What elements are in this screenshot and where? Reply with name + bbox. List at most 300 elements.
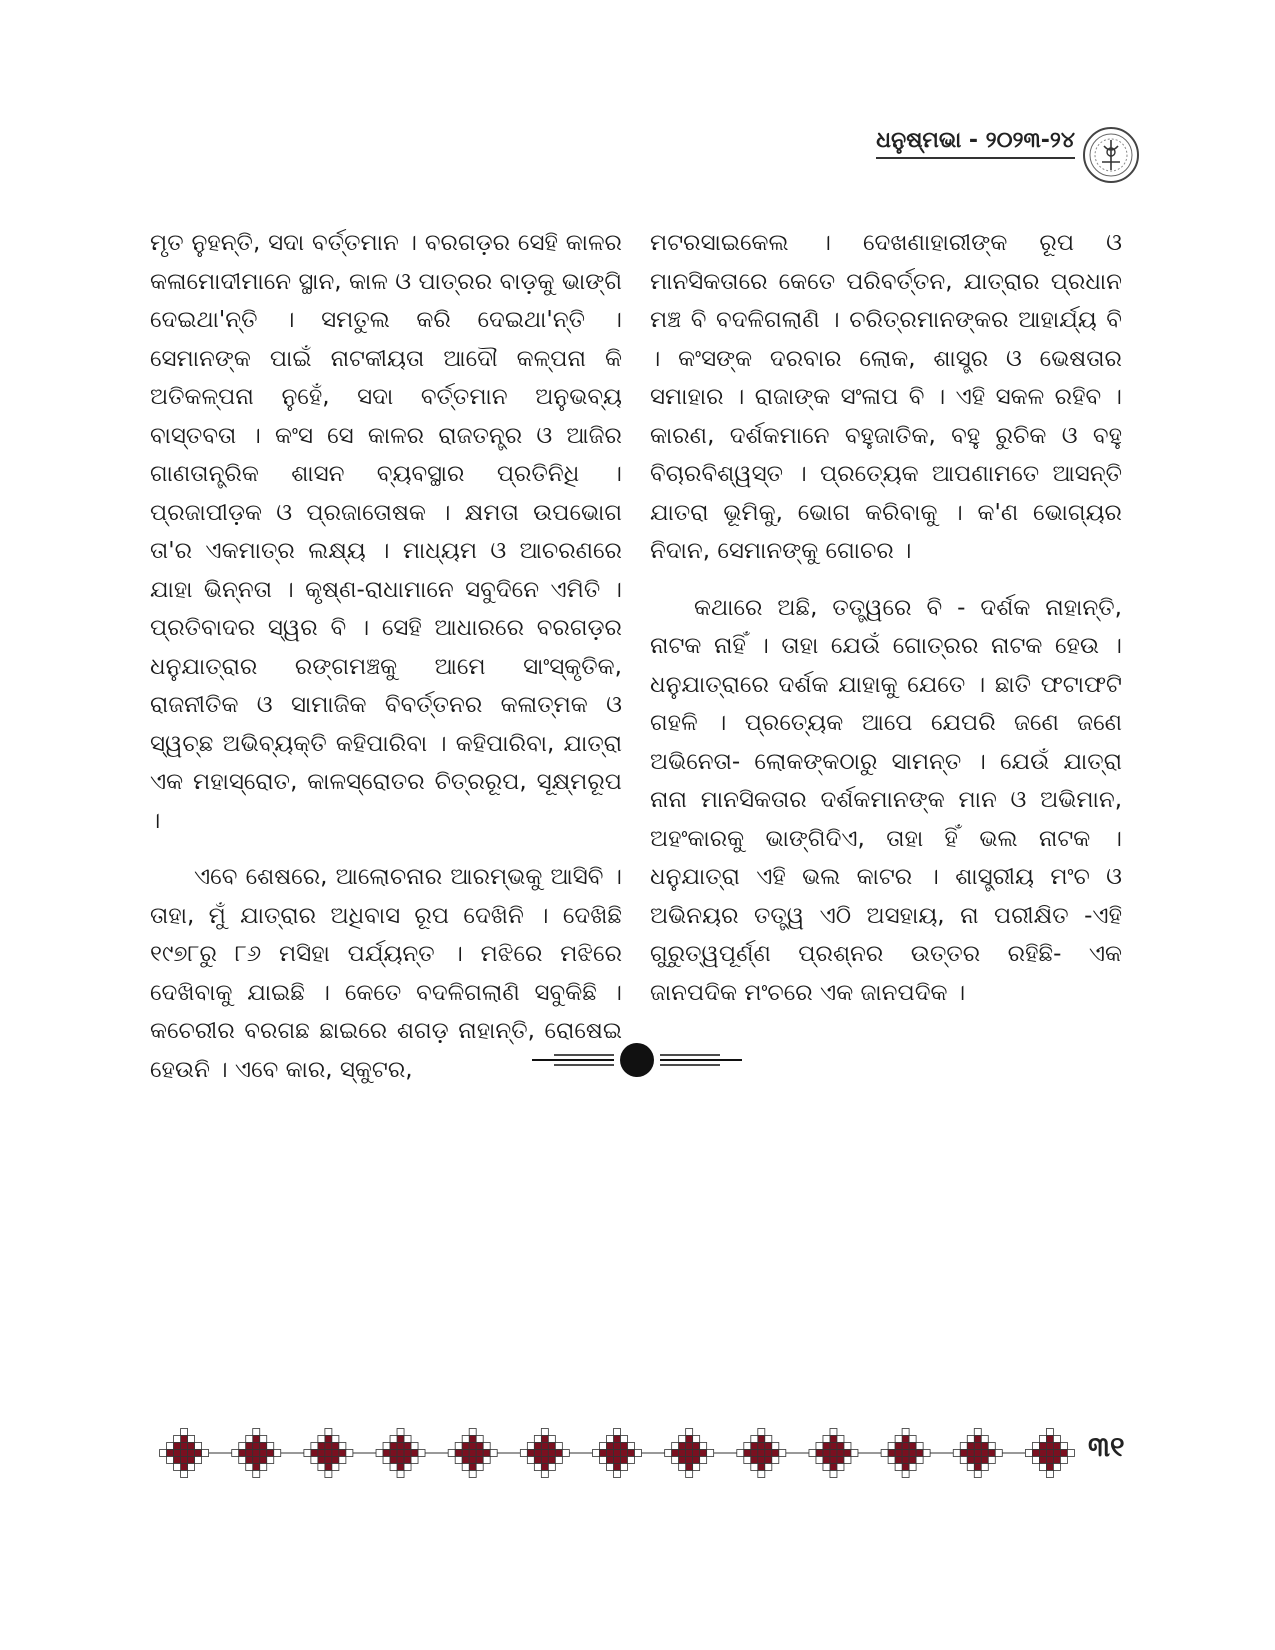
ornament-cell	[253, 1429, 260, 1436]
ornament-cell	[988, 1450, 995, 1457]
ornament-cell	[707, 1450, 714, 1457]
ornament-cell	[593, 1450, 600, 1457]
ornament-cell	[346, 1450, 353, 1457]
ornament-cell	[469, 1464, 476, 1471]
ornament-cell	[881, 1450, 888, 1457]
ornament-cell	[672, 1443, 679, 1450]
ornament-cell	[744, 1450, 751, 1457]
ornament-cell	[765, 1450, 772, 1457]
ornament-cell	[600, 1450, 607, 1457]
ornament-cell	[686, 1443, 693, 1450]
ornament-cell	[679, 1457, 686, 1464]
ornament-cell	[888, 1457, 895, 1464]
ornament-cell	[527, 1443, 534, 1450]
ornament-motif	[953, 1429, 1025, 1478]
ornament-cell	[548, 1464, 555, 1471]
ornament-cell	[809, 1450, 816, 1457]
ornament-cell	[527, 1450, 534, 1457]
ornament-cell	[816, 1457, 823, 1464]
ornament-cell	[960, 1457, 967, 1464]
ornament-cell	[765, 1443, 772, 1450]
ornament-cell	[837, 1443, 844, 1450]
ornament-cell	[981, 1443, 988, 1450]
ornament-cell	[607, 1464, 614, 1471]
ornament-cell	[679, 1443, 686, 1450]
ornament-cell	[541, 1464, 548, 1471]
ornament-cell	[167, 1443, 174, 1450]
ornament-cell	[174, 1436, 181, 1443]
ornament-cell	[672, 1457, 679, 1464]
ornament-cell	[974, 1436, 981, 1443]
ornament-cell	[1039, 1436, 1046, 1443]
ornament-cell	[469, 1457, 476, 1464]
ornament-cell	[253, 1471, 260, 1478]
ornament-cell	[751, 1443, 758, 1450]
ornament-cell	[1053, 1464, 1060, 1471]
ornament-cell	[686, 1464, 693, 1471]
ornament-cell	[404, 1464, 411, 1471]
ornament-cell	[260, 1450, 267, 1457]
ornament-cell	[390, 1443, 397, 1450]
ornament-cell	[830, 1429, 837, 1436]
ornament-cell	[823, 1436, 830, 1443]
ornament-cell	[751, 1464, 758, 1471]
ornament-cell	[1053, 1457, 1060, 1464]
ornament-motif	[232, 1429, 304, 1478]
ornament-cell	[239, 1457, 246, 1464]
left-column	[150, 224, 622, 1107]
ornament-cell	[332, 1464, 339, 1471]
ornament-cell	[672, 1450, 679, 1457]
ornament-cell	[830, 1450, 837, 1457]
ornament-cell	[953, 1450, 960, 1457]
ornament-cell	[895, 1436, 902, 1443]
ornament-cell	[1060, 1443, 1067, 1450]
ornament-cell	[1060, 1450, 1067, 1457]
ornament-cell	[555, 1457, 562, 1464]
ornament-cell	[1053, 1443, 1060, 1450]
ornament-cell	[469, 1443, 476, 1450]
ornament-cell	[830, 1457, 837, 1464]
ornament-motif	[376, 1429, 448, 1478]
ornament-cell	[476, 1450, 483, 1457]
ornament-cell	[1053, 1436, 1060, 1443]
ornament-cell	[902, 1429, 909, 1436]
ornament-cell	[411, 1443, 418, 1450]
ornament-cell	[737, 1450, 744, 1457]
ornament-cell	[462, 1450, 469, 1457]
ornament-motif	[737, 1429, 809, 1478]
ornament-cell	[614, 1464, 621, 1471]
ornament-cell	[397, 1450, 404, 1457]
ornament-cell	[823, 1464, 830, 1471]
ornament-cell	[909, 1450, 916, 1457]
ornament-cell	[253, 1464, 260, 1471]
ornament-cell	[174, 1450, 181, 1457]
ornament-cell	[527, 1457, 534, 1464]
ornament-cell	[455, 1443, 462, 1450]
ornament-cell	[483, 1450, 490, 1457]
ornament-cell	[167, 1450, 174, 1457]
ornament-cell	[181, 1443, 188, 1450]
ornament-cell	[397, 1429, 404, 1436]
ornament-cell	[607, 1436, 614, 1443]
ornament-cell	[404, 1450, 411, 1457]
ornament-cell	[267, 1443, 274, 1450]
ornament-cell	[325, 1429, 332, 1436]
ornament-cell	[390, 1457, 397, 1464]
ornament-cell	[628, 1457, 635, 1464]
ornament-cell	[160, 1450, 167, 1457]
ornament-cell	[895, 1457, 902, 1464]
ornament-cell	[988, 1457, 995, 1464]
ornament-motif	[160, 1429, 232, 1478]
ornament-cell	[390, 1436, 397, 1443]
ornament-cell	[390, 1464, 397, 1471]
ornament-cell	[888, 1450, 895, 1457]
ornament-cell	[995, 1450, 1002, 1457]
paragraph: କଥାରେ ଅଛି, ତତ୍ତ୍ୱରେ ବି - ଦର୍ଶକ ନାହାନ୍ତି, ନାଟକ ନାହିଁ । ତାହା ଯେଉଁ ଗୋତ୍ରର ନାଟକ ହେଉ । ଧନୁଯାତ୍ରାରେ ଦର୍ଶକ ଯାହାକୁ ଯେତେ । ଛାତି ଫଟାଫଟି ଗହଳି । ପ୍ରତ୍ୟେକ ଆପେ ଯେପରି ଜଣେ ଜଣେ ଅଭିନେତା- ଲୋକଙ୍କଠାରୁ ସାମନ୍ତ । ଯେଉଁ ଯାତ୍ରା ନାନା ମାନସିକତାର ଦର୍ଶକମାନଙ୍କ ମାନ ଓ ଅଭିମାନ, ଅହଂକାରକୁ ଭାଙ୍ଗିଦିଏ, ତାହା ହିଁ ଭଲ ନାଟକ । ଧନୁଯାତ୍ରା ଏହି ଭଲ କାଟର । ଶାସ୍ତ୍ରୀୟ ମଂଚ ଓ ଅଭିନୟର ତତ୍ତ୍ୱ ଏଠି ଅସହାୟ, ନା ପରୀକ୍ଷିତ -ଏହି ଗୁରୁତ୍ୱପୂର୍ଣ୍ଣ ପ୍ରଶ୍ନର ଉତ୍ତର ରହିଛି- ଏକ ଜାନପଦିକ ମଂଚରେ ଏକ ଜାନପଦିକ ।	[650, 594, 1122, 1006]
ornament-cell	[195, 1457, 202, 1464]
ornament-cell	[383, 1443, 390, 1450]
ornament-cell	[181, 1471, 188, 1478]
ornament-cell	[700, 1450, 707, 1457]
ornament-motif	[520, 1429, 592, 1478]
ornament-cell	[1039, 1443, 1046, 1450]
ornament-cell	[1046, 1436, 1053, 1443]
ornament-cell	[1060, 1457, 1067, 1464]
ornament-cell	[332, 1457, 339, 1464]
ornament-cell	[232, 1450, 239, 1457]
ornament-cell	[548, 1436, 555, 1443]
ornament-motif	[448, 1429, 520, 1478]
ornament-cell	[534, 1464, 541, 1471]
ornament-cell	[607, 1450, 614, 1457]
ornament-cell	[614, 1457, 621, 1464]
ornament-cell	[686, 1429, 693, 1436]
ornament-cell	[253, 1436, 260, 1443]
ornament-cell	[679, 1436, 686, 1443]
ornament-cell	[195, 1443, 202, 1450]
ornament-cell	[311, 1457, 318, 1464]
ornament-cell	[318, 1436, 325, 1443]
ornament-cell	[397, 1464, 404, 1471]
running-header: ଧନୁଷ୍ମଭା - ୨୦୨୩-୨୪	[876, 128, 1075, 159]
ornament-cell	[253, 1457, 260, 1464]
ornament-cell	[541, 1450, 548, 1457]
ornament-cell	[837, 1464, 844, 1471]
ornament-cell	[600, 1457, 607, 1464]
ornament-cell	[686, 1450, 693, 1457]
ornament-cell	[758, 1464, 765, 1471]
ornament-cell	[1032, 1443, 1039, 1450]
ornament-cell	[541, 1471, 548, 1478]
ornament-cell	[174, 1457, 181, 1464]
ornament-cell	[555, 1443, 562, 1450]
ornament-cell	[628, 1443, 635, 1450]
ornament-cell	[462, 1457, 469, 1464]
ornament-cell	[628, 1450, 635, 1457]
ornament-cell	[1046, 1471, 1053, 1478]
ornament-cell	[239, 1450, 246, 1457]
ornament-cell	[751, 1457, 758, 1464]
ornament-cell	[909, 1436, 916, 1443]
ornament-cell	[895, 1443, 902, 1450]
ornament-cell	[339, 1450, 346, 1457]
ornament-cell	[902, 1443, 909, 1450]
decorative-border	[148, 1418, 1086, 1488]
ornament-cell	[274, 1450, 281, 1457]
ornament-cell	[239, 1443, 246, 1450]
ornament-cell	[772, 1443, 779, 1450]
ornament-cell	[837, 1457, 844, 1464]
ornament-cell	[751, 1436, 758, 1443]
ornament-cell	[404, 1443, 411, 1450]
ornament-cell	[555, 1450, 562, 1457]
ornament-cell	[311, 1450, 318, 1457]
ornament-cell	[837, 1450, 844, 1457]
ornament-cell	[520, 1450, 527, 1457]
ornament-cell	[318, 1457, 325, 1464]
paragraph: ମଟରସାଇକେଲ । ଦେଖଣାହାରୀଙ୍କ ରୂପ ଓ ମାନସିକତାରେ କେତେ ପରିବର୍ତ୍ତନ, ଯାତ୍ରାର ପ୍ରଧାନ ମଞ୍ଚ ବି ବଦଳିଗଲାଣି । ଚରିତ୍ରମାନଙ୍କର ଆହାର୍ଯ୍ୟ ବି । କଂସଙ୍କ ଦରବାର ଲୋକ, ଶାସ୍ତ୍ର ଓ ଭେଷତାର ସମାହାର । ରାଜାଙ୍କ ସଂଳାପ ବି । ଏହି ସକଳ ରହିବ । କାରଣ, ଦର୍ଶକମାନେ ବହୁଜାତିକ, ବହୁ ରୁଚିକ ଓ ବହୁ ବିଚାରବିଶ୍ୱସ୍ତ । ପ୍ରତ୍ୟେକ ଆପଣାମତେ ଆସନ୍ତି ଯାତରା ଭୂମିକୁ, ଭୋଗ କରିବାକୁ । କ'ଣ ଭୋଗ୍ୟର ନିଦାନ, ସେମାନଙ୍କୁ ଗୋଚର ।	[650, 230, 1122, 564]
ornament-cell	[700, 1457, 707, 1464]
ornament-cell	[1025, 1450, 1032, 1457]
ornament-cell	[758, 1436, 765, 1443]
ornament-cell	[1032, 1457, 1039, 1464]
ornament-cell	[895, 1464, 902, 1471]
ornament-cell	[621, 1450, 628, 1457]
ornament-cell	[909, 1464, 916, 1471]
ornament-motif	[881, 1429, 953, 1478]
ornament-motif	[304, 1429, 376, 1478]
ornament-cell	[772, 1457, 779, 1464]
ornament-cell	[397, 1436, 404, 1443]
ornament-cell	[541, 1457, 548, 1464]
ornament-cell	[188, 1464, 195, 1471]
ornament-cell	[751, 1450, 758, 1457]
ornament-cell	[174, 1464, 181, 1471]
ornament-cell	[246, 1436, 253, 1443]
ornament-cell	[541, 1436, 548, 1443]
ornament-cell	[332, 1443, 339, 1450]
ornament-cell	[490, 1450, 497, 1457]
ornament-cell	[621, 1464, 628, 1471]
ornament-cell	[325, 1450, 332, 1457]
ornament-cell	[895, 1450, 902, 1457]
ornament-cell	[772, 1450, 779, 1457]
ornament-cell	[267, 1450, 274, 1457]
ornament-cell	[665, 1450, 672, 1457]
ornament-cell	[562, 1450, 569, 1457]
ornament-cell	[744, 1457, 751, 1464]
ornament-cell	[830, 1443, 837, 1450]
ornament-cell	[837, 1436, 844, 1443]
ornament-cell	[974, 1457, 981, 1464]
paragraph: ମୃତ ନୁହନ୍ତି, ସଦା ବର୍ତ୍ତମାନ । ବରଗଡ଼ର ସେହି କାଳର କଳାମୋଦୀମାନେ ସ୍ଥାନ, କାଳ ଓ ପାତ୍ରର ବାଡ଼କୁ ଭାଙ୍ଗି ଦେଇଥା'ନ୍ତି । ସମତୁଲ କରି ଦେଇଥା'ନ୍ତି । ସେମାନଙ୍କ ପାଇଁ ନାଟକୀୟତା ଆଦୌ କଳ୍ପନା କି ଅତିକଳ୍ପନା ନୁହେଁ, ସଦା ବର୍ତ୍ତମାନ ଅନୁଭବ୍ୟ ବାସ୍ତବତା । କଂସ ସେ କାଳର ରାଜତନ୍ତ୍ର ଓ ଆଜିର ଗାଣତାନ୍ତ୍ରିକ ଶାସନ ବ୍ୟବସ୍ଥାର ପ୍ରତିନିଧି । ପ୍ରଜାପୀଡ଼କ ଓ ପ୍ରଜାତୋଷକ । କ୍ଷମତା ଉପଭୋଗ ତା'ର ଏକମାତ୍ର ଲକ୍ଷ୍ୟ । ମାଧ୍ୟମ ଓ ଆଚରଣରେ ଯାହା ଭିନ୍ନତା । କୃଷ୍ଣ-ରାଧାମାନେ ସବୁଦିନେ ଏମିତି । ପ୍ରତିବାଦର ସ୍ୱର ବି । ସେହି ଆଧାରରେ ବରଗଡ଼ର ଧନୁଯାତ୍ରାର ରଙ୍ଗମଞ୍ଚକୁ ଆମେ ସାଂସ୍କୃତିକ, ରାଜନୀତିକ ଓ ସାମାଜିକ ବିବର୍ତ୍ତନର କଳାତ୍ମକ ଓ ସ୍ୱଚ୍ଛ ଅଭିବ୍ୟକ୍ତି କହିପାରିବା । କହିପାରିବା, ଯାତ୍ରା ଏକ ମହାସ୍ରୋତ, କାଳସ୍ରୋତର ଚିତ୍ରରୂପ, ସୂକ୍ଷ୍ମରୂପ ।	[150, 230, 622, 834]
ornament-cell	[181, 1429, 188, 1436]
ornament-cell	[779, 1450, 786, 1457]
ornament-cell	[325, 1457, 332, 1464]
ornament-cell	[621, 1457, 628, 1464]
ornament-cell	[974, 1471, 981, 1478]
ornament-cell	[325, 1443, 332, 1450]
ornament-cell	[916, 1457, 923, 1464]
ornament-cell	[614, 1443, 621, 1450]
ornament-cell	[974, 1443, 981, 1450]
ornament-cell	[246, 1443, 253, 1450]
ornament-cell	[916, 1443, 923, 1450]
seal-logo-icon	[1082, 126, 1140, 184]
ornament-cell	[476, 1443, 483, 1450]
ornament-cell	[311, 1443, 318, 1450]
ornament-cell	[607, 1457, 614, 1464]
ornament-cell	[844, 1450, 851, 1457]
ornament-cell	[981, 1450, 988, 1457]
ornament-cell	[902, 1471, 909, 1478]
ornament-cell	[765, 1464, 772, 1471]
ornament-cell	[188, 1450, 195, 1457]
ornament-cell	[404, 1457, 411, 1464]
ornament-cell	[830, 1471, 837, 1478]
ornament-cell	[548, 1443, 555, 1450]
ornament-cell	[462, 1443, 469, 1450]
ornament-cell	[548, 1450, 555, 1457]
ornament-motif	[593, 1429, 665, 1478]
ornament-cell	[679, 1464, 686, 1471]
ornament-cell	[483, 1443, 490, 1450]
ornament-cell	[693, 1443, 700, 1450]
ornament-cell	[339, 1443, 346, 1450]
ornament-cell	[902, 1464, 909, 1471]
ornament-cell	[325, 1436, 332, 1443]
ornament-cell	[534, 1457, 541, 1464]
ornament-cell	[188, 1436, 195, 1443]
ornament-cell	[534, 1443, 541, 1450]
ornament-cell	[744, 1443, 751, 1450]
ornament-cell	[397, 1471, 404, 1478]
ornament-cell	[260, 1443, 267, 1450]
ornament-cell	[693, 1450, 700, 1457]
ornament-cell	[246, 1464, 253, 1471]
ornament-cell	[188, 1457, 195, 1464]
ornament-cell	[844, 1443, 851, 1450]
ornament-cell	[260, 1457, 267, 1464]
ornament-cell	[318, 1443, 325, 1450]
ornament-cell	[1046, 1429, 1053, 1436]
ornament-cell	[167, 1457, 174, 1464]
ornament-cell	[823, 1450, 830, 1457]
ornament-cell	[318, 1464, 325, 1471]
ornament-cell	[967, 1436, 974, 1443]
ornament-cell	[383, 1457, 390, 1464]
ornament-cell	[397, 1443, 404, 1450]
ornament-cell	[455, 1450, 462, 1457]
ornament-cell	[686, 1471, 693, 1478]
ornament-motif	[1025, 1429, 1074, 1478]
ornament-cell	[304, 1450, 311, 1457]
ornament-cell	[758, 1471, 765, 1478]
ornament-cell	[614, 1429, 621, 1436]
ornament-cell	[541, 1443, 548, 1450]
ornament-cell	[758, 1429, 765, 1436]
ornament-cell	[469, 1436, 476, 1443]
ornament-cell	[974, 1464, 981, 1471]
ornament-cell	[823, 1443, 830, 1450]
ornament-cell	[830, 1436, 837, 1443]
ornament-cell	[202, 1450, 209, 1457]
ornament-cell	[548, 1457, 555, 1464]
ornament-cell	[1067, 1450, 1074, 1457]
ornament-cell	[830, 1464, 837, 1471]
ornament-cell	[960, 1450, 967, 1457]
ornament-cell	[600, 1443, 607, 1450]
ornament-cell	[967, 1450, 974, 1457]
ornament-cell	[700, 1443, 707, 1450]
ornament-cell	[758, 1450, 765, 1457]
ornament-cell	[967, 1464, 974, 1471]
ornament-cell	[541, 1429, 548, 1436]
ornament-motif	[665, 1429, 737, 1478]
ornament-cell	[765, 1457, 772, 1464]
ornament-cell	[960, 1443, 967, 1450]
ornament-cell	[621, 1436, 628, 1443]
ornament-cell	[376, 1450, 383, 1457]
ornament-cell	[967, 1443, 974, 1450]
page-number: ୩୧	[1088, 1430, 1125, 1463]
ornament-cell	[902, 1436, 909, 1443]
ornament-cell	[967, 1457, 974, 1464]
ornament-cell	[469, 1429, 476, 1436]
ornament-cell	[469, 1471, 476, 1478]
ornament-cell	[974, 1450, 981, 1457]
ornament-cell	[1053, 1450, 1060, 1457]
ornament-cell	[902, 1457, 909, 1464]
ornament-cell	[462, 1464, 469, 1471]
ornament-cell	[888, 1443, 895, 1450]
ornament-cell	[253, 1450, 260, 1457]
ornament-cell	[758, 1457, 765, 1464]
ornament-cell	[339, 1457, 346, 1464]
ornament-cell	[693, 1464, 700, 1471]
ornament-cell	[679, 1450, 686, 1457]
ornament-cell	[1046, 1450, 1053, 1457]
ornament-cell	[325, 1471, 332, 1478]
ornament-cell	[534, 1436, 541, 1443]
ornament-cell	[469, 1450, 476, 1457]
ornament-cell	[1039, 1464, 1046, 1471]
ornament-cell	[614, 1450, 621, 1457]
ornament-cell	[483, 1457, 490, 1464]
section-divider-icon	[532, 1040, 742, 1080]
ornament-cell	[383, 1450, 390, 1457]
ornament-cell	[614, 1436, 621, 1443]
ornament-cell	[332, 1436, 339, 1443]
ornament-cell	[981, 1457, 988, 1464]
ornament-cell	[476, 1436, 483, 1443]
ornament-cell	[758, 1443, 765, 1450]
ornament-cell	[418, 1450, 425, 1457]
ornament-cell	[1032, 1450, 1039, 1457]
ornament-cell	[816, 1443, 823, 1450]
ornament-cell	[607, 1443, 614, 1450]
ornament-cell	[397, 1457, 404, 1464]
ornament-cell	[174, 1443, 181, 1450]
ornament-cell	[981, 1436, 988, 1443]
right-column	[650, 224, 1122, 1030]
ornament-cell	[195, 1450, 202, 1457]
ornament-cell	[246, 1450, 253, 1457]
ornament-motif	[809, 1429, 881, 1478]
